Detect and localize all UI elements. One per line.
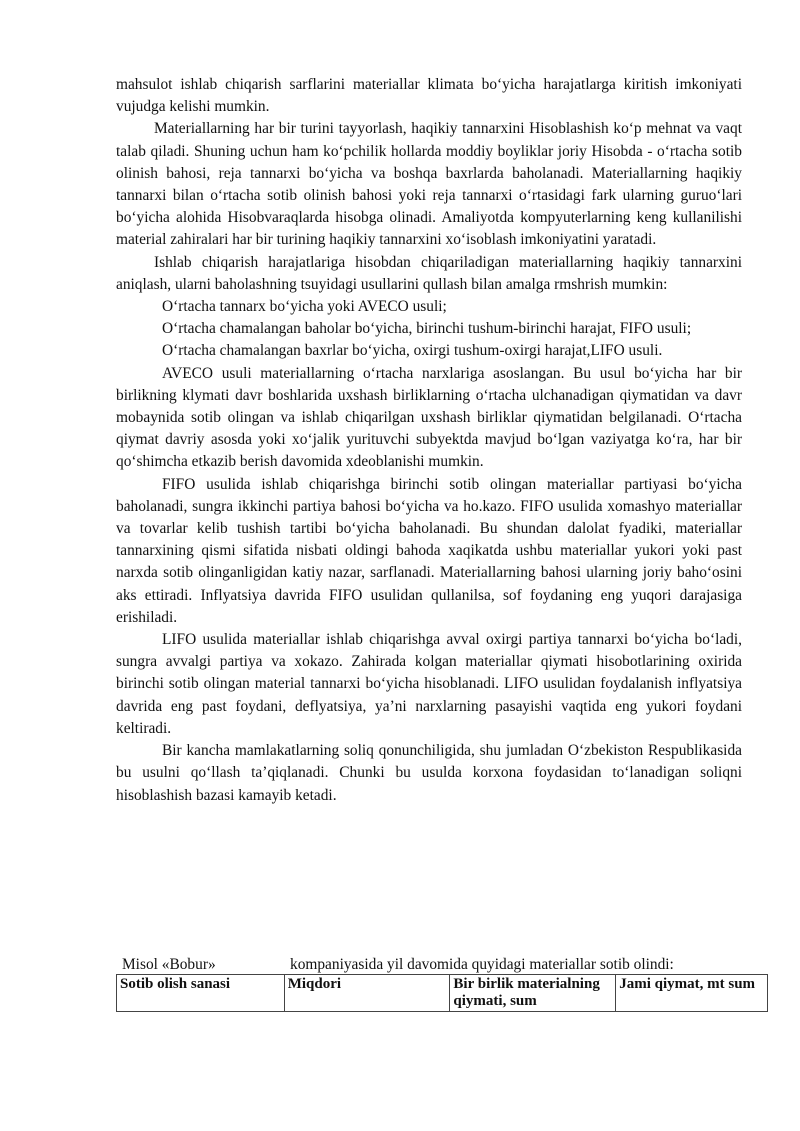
list-item: O‘rtacha tannarx bo‘yicha yoki AVECO usuli;	[162, 298, 447, 316]
table-header-cell: Jami qiymat, mt sum	[616, 975, 768, 1012]
table-header-cell: Miqdori	[284, 975, 450, 1012]
list-item: O‘rtacha chamalangan baxrlar bo‘yicha, oxirgi tushum-oxirgi harajat,LIFO usuli.	[162, 342, 663, 360]
example-label: Misol «Bobur»	[122, 956, 216, 973]
purchase-table	[116, 974, 768, 1012]
table-header-cell: Sotib olish sanasi	[117, 975, 285, 1012]
paragraph: Bir kancha mamlakatlarning soliq qonunchiligida, shu jumladan O‘zbekiston Respublikasida bu usulni qo‘llash ta’qiqlanadi. Chunki bu usulda korxona foydasidan to‘lanadigan soliqni hisoblashish bazasi kamayib ketadi.	[116, 742, 742, 804]
table-header-cell: Bir birlik materialning qiymati, sum	[450, 975, 616, 1012]
paragraph: Ishlab chiqarish harajatlariga hisobdan chiqariladigan materiallarning haqikiy tannarxini aniqlash, ularni baholashning tsuyidagi usullarini qullash bilan amalga rmshrish mumkin:	[116, 253, 742, 293]
table-header-row	[117, 975, 768, 1012]
paragraph: mahsulot ishlab chiqarish sarflarini materiallar klimata bo‘yicha harajatlarga kiritish imkoniyati vujudga kelishi mumkin.	[116, 76, 742, 116]
list-item: O‘rtacha chamalangan baholar bo‘yicha, birinchi tushum-birinchi harajat, FIFO usuli;	[162, 320, 692, 338]
paragraph: Materiallarning har bir turini tayyorlash, haqikiy tannarxini Hisoblashish ko‘p mehnat va vaqt talab qiladi. Shuning uchun ham ko‘pchilik hollarda moddiy boyliklar joriy Hisobda - o‘rtacha sotib olinish bahosi, reja tannarxi bo‘yicha va boshqa baxrlarda baholanadi. Materiallarning haqikiy tannarxi bilan o‘rtacha sotib olinish bahosi yoki reja tannarxi o‘rtasidagi fark ularning guruo‘lari bo‘yicha alohida Hisobvaraqlarda hisobga olinadi. Amaliyotda kompyuterlarning keng kullanilishi material zahiralari har bir turining haqikiy tannarxini xo‘isoblash imkoniyatini yaratadi.	[116, 120, 742, 249]
example-caption	[122, 955, 742, 975]
paragraph: AVECO usuli materiallarning o‘rtacha narxlariga asoslangan. Bu usul bo‘yicha har bir birlikning klymati davr boshlarida uxshash birliklarning o‘rtacha ulchanadigan qiymatidan va davr mobaynida sotib olingan va ishlab chiqarilgan uxshash birliklar qiymatidan belgilanadi. O‘rtacha qiymat davriy asosda yoki xo‘jalik yurituvchi subyektda mavjud bo‘lgan vaziyatga ko‘ra, har bir qo‘shimcha etkazib berish davomida xdeoblanishi mumkin.	[116, 364, 742, 471]
paragraph: LIFO usulida materiallar ishlab chiqarishga avval oxirgi partiya tannarxi bo‘yicha bo‘ladi, sungra avvalgi partiya va xokazo. Zahirada kolgan materiallar qiymati hisobotlarining oxirida birinchi sotib olingan material tannarxi bo‘yicha hisoblanadi. LIFO usulidan foydalanish inflyatsiya davrida eng past foydani, deflyatsiya, ya’ni narxlarning pasayishi vaqtida eng yukori foydani keltiradi.	[116, 631, 742, 737]
paragraph: FIFO usulida ishlab chiqarishga birinchi sotib olingan materiallar partiyasi bo‘yicha baholanadi, sungra ikkinchi partiya bahosi bo‘yicha va ho.kazo. FIFO usulida xomashyo materiallar va tovarlar kelib tushish tartibi bo‘yicha baholanadi. Bu shundan dalolat fyadiki, materiallar tannarxining qismi sifatida nisbati oldingi bahoda xaqikatda ushbu materiallar yukori yoki past narxda sotib olinganligidan katiy nazar, sarflanadi. Materiallarning bahosi ularning joriy baho‘osini aks ettiradi. Inflyatsiya davrida FIFO usulidan qullanilsa, sof foydaning eng yuqori darajasiga erishiladi.	[116, 475, 742, 626]
example-text: kompaniyasida yil davomida quyidagi materiallar sotib olindi:	[290, 956, 674, 973]
document-body	[116, 74, 742, 807]
